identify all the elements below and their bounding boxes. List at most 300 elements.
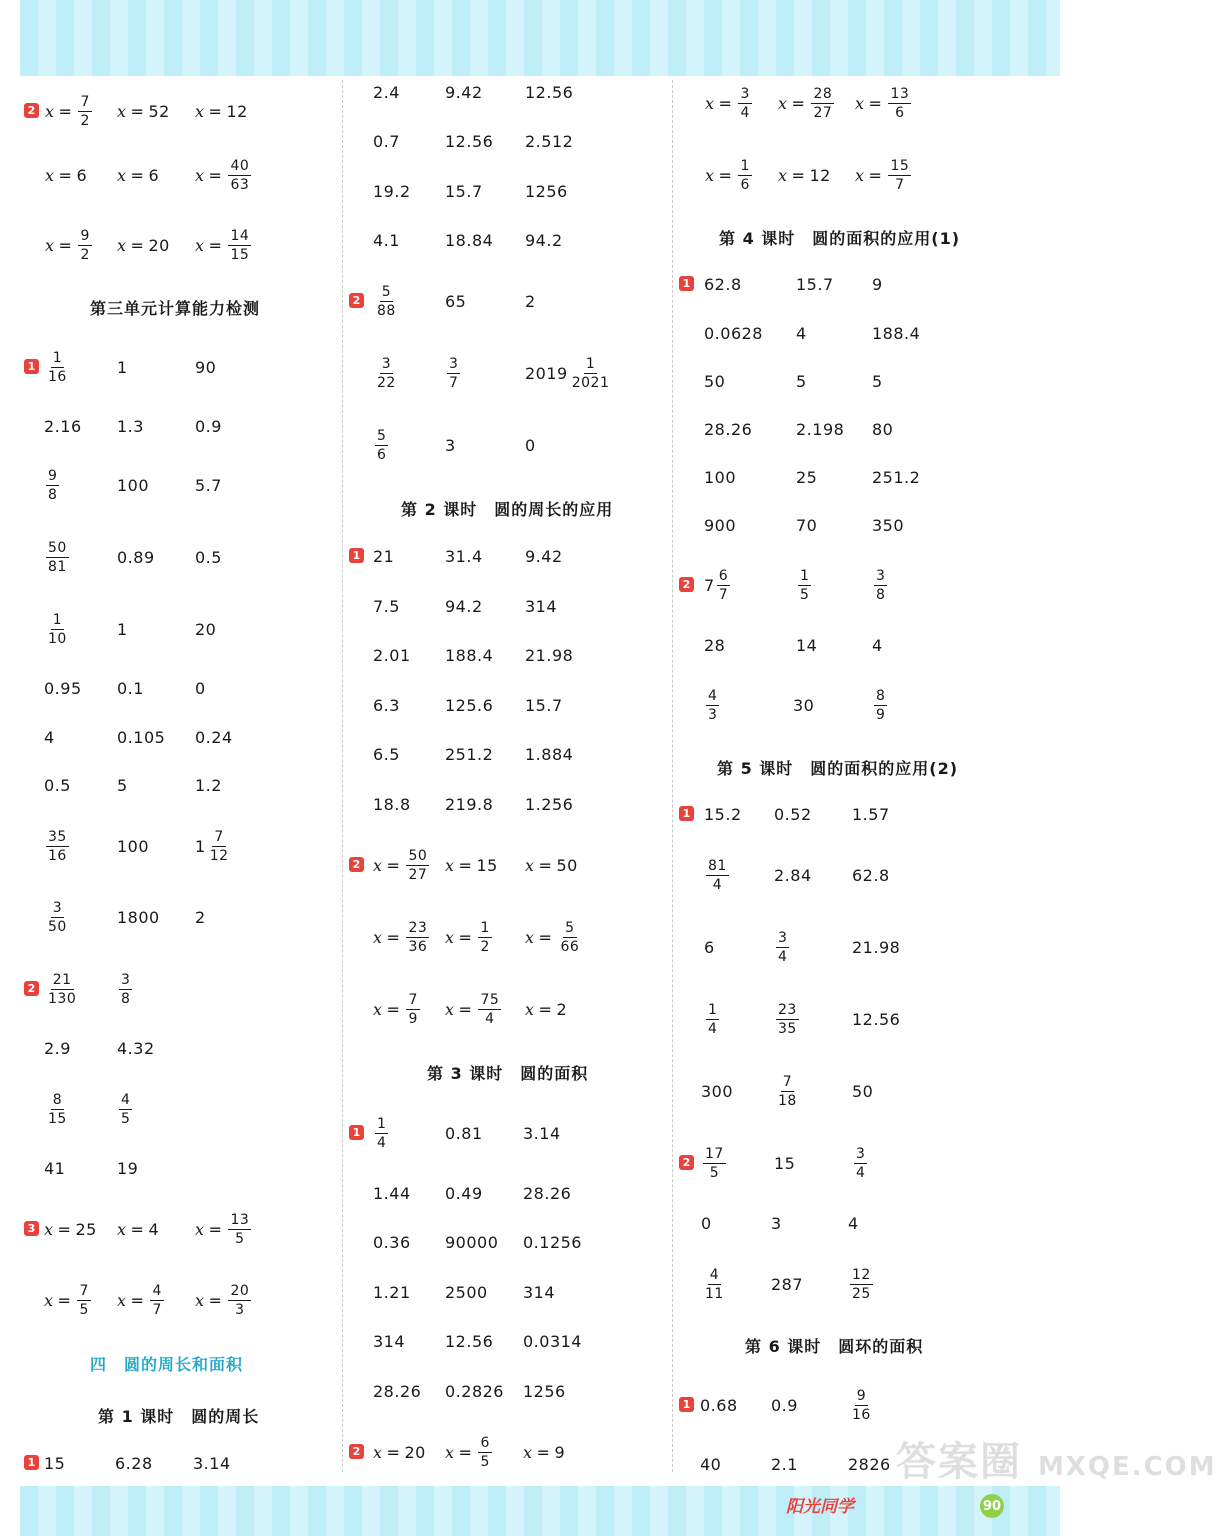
question-number-badge: 2 <box>24 103 39 118</box>
fraction-numerator: 13 <box>890 85 910 102</box>
answer-cell <box>774 1146 795 1180</box>
fraction-numerator: 1 <box>708 1001 718 1018</box>
fraction <box>776 1001 799 1038</box>
fraction-denominator: 11 <box>705 1285 724 1302</box>
answer-value: 50 <box>852 1081 874 1101</box>
answer-column-2 <box>345 78 670 1480</box>
answer-row <box>20 1038 340 1058</box>
answer-value: 0.52 <box>774 804 812 824</box>
answer-cell <box>44 1038 71 1058</box>
answer-cell <box>701 1213 712 1233</box>
variable-x: x <box>373 927 383 947</box>
answer-value: 19 <box>117 1158 139 1178</box>
answer-value: 9 <box>872 274 883 294</box>
answer-value: 4 <box>796 323 807 343</box>
answer-cell <box>195 416 222 436</box>
answer-cell <box>373 82 400 102</box>
answer-row <box>20 775 340 795</box>
answer-cell <box>44 1158 65 1178</box>
fraction-numerator: 7 <box>80 93 90 110</box>
answer-value: 14 <box>796 635 818 655</box>
answer-cell <box>704 467 736 487</box>
answer-cell <box>705 158 754 192</box>
answer-cell <box>771 1213 782 1233</box>
equals-sign: = <box>458 1442 473 1462</box>
fraction-numerator: 1 <box>377 1115 387 1132</box>
answer-value: 1256 <box>523 1381 566 1401</box>
fraction-numerator: 3 <box>740 85 750 102</box>
answer-cell <box>525 695 563 715</box>
fraction-denominator: 88 <box>377 302 396 319</box>
fraction-numerator: 9 <box>856 1387 867 1404</box>
variable-x: x <box>117 165 127 185</box>
answer-cell <box>117 775 128 795</box>
answer-cell <box>373 645 411 665</box>
answer-cell <box>704 419 752 439</box>
answer-cell <box>445 744 493 764</box>
fraction <box>375 1115 388 1152</box>
answer-cell <box>704 804 742 824</box>
fraction-denominator: 18 <box>778 1092 797 1109</box>
answer-cell <box>373 356 400 390</box>
section-heading: 第 1 课时 圆的周长 <box>98 1407 260 1426</box>
question-number-badge: 1 <box>679 1397 694 1412</box>
answer-value: 9.42 <box>525 546 563 566</box>
fraction-denominator: 7 <box>449 374 459 391</box>
answer-cell <box>855 86 913 120</box>
fraction-numerator: 50 <box>408 847 428 864</box>
answer-value: 2.198 <box>796 419 845 439</box>
answer-cell <box>445 284 466 318</box>
fraction <box>228 157 251 194</box>
fraction <box>854 1145 867 1182</box>
fraction <box>776 929 789 966</box>
answer-row <box>675 858 1035 892</box>
answer-cell <box>701 1074 733 1108</box>
answer-value: 15.7 <box>796 274 834 294</box>
fraction <box>478 991 501 1028</box>
answer-cell <box>195 1212 253 1246</box>
fraction-denominator: 15 <box>230 246 250 263</box>
fraction-numerator: 14 <box>230 227 250 244</box>
answer-row <box>20 350 340 384</box>
answer-value: 0.0314 <box>523 1331 582 1351</box>
fraction-denominator: 15 <box>48 1110 67 1127</box>
answer-cell <box>525 284 536 318</box>
fraction <box>208 828 231 865</box>
answer-value: 25 <box>796 467 818 487</box>
fraction-numerator: 75 <box>480 991 500 1008</box>
answer-value: 1 <box>117 619 128 639</box>
variable-x: x <box>45 165 55 185</box>
answer-value: 3.14 <box>523 1123 561 1143</box>
answer-value: 1.3 <box>117 416 144 436</box>
answer-cell <box>704 635 725 655</box>
fraction-denominator: 5 <box>709 1164 720 1181</box>
answer-cell <box>704 515 736 535</box>
answer-value: 5 <box>117 775 128 795</box>
answer-row <box>345 744 670 764</box>
answer-cell <box>774 858 812 892</box>
equals-sign: = <box>57 1219 72 1239</box>
unit-title: 四 圆的周长和面积 <box>90 1355 244 1374</box>
answer-cell <box>704 1002 721 1036</box>
answer-row <box>345 1331 670 1351</box>
answer-cell <box>117 1092 134 1126</box>
answer-cell <box>373 131 400 151</box>
answer-cell <box>195 775 222 795</box>
answer-row <box>345 230 670 250</box>
page-number-badge: 90 <box>980 1494 1004 1518</box>
answer-cell <box>774 1074 801 1108</box>
fraction-denominator: 2 <box>480 938 490 955</box>
answer-cell <box>778 86 836 120</box>
fraction-numerator: 4 <box>152 1282 162 1299</box>
equals-sign: = <box>386 1442 401 1462</box>
answer-value: 5 <box>872 371 883 391</box>
answer-cell <box>117 416 144 436</box>
fraction-numerator: 3 <box>52 899 63 916</box>
answer-value: 12.56 <box>525 82 574 102</box>
answer-row <box>675 1146 1035 1180</box>
answer-value: 0.0628 <box>704 323 763 343</box>
equals-sign: = <box>208 165 223 185</box>
answer-cell <box>373 428 390 462</box>
answer-cell <box>445 794 493 814</box>
answer-row <box>20 829 340 863</box>
answer-cell <box>793 688 814 722</box>
answer-value: 28 <box>704 635 726 655</box>
fraction <box>447 355 460 392</box>
fraction <box>119 971 132 1008</box>
answer-cell <box>195 158 253 192</box>
answer-cell <box>193 1453 231 1473</box>
answer-cell <box>45 228 94 262</box>
answer-cell <box>373 920 431 954</box>
fraction <box>874 567 887 604</box>
answer-cell <box>771 1388 798 1422</box>
question-number-badge: 1 <box>679 806 694 821</box>
answer-cell <box>373 794 411 814</box>
answer-row <box>675 419 1035 439</box>
answer-row <box>675 635 1035 655</box>
answer-cell <box>523 1183 571 1203</box>
fraction-denominator: 4 <box>856 1164 866 1181</box>
fraction <box>375 283 398 320</box>
answer-cell <box>373 744 400 764</box>
answer-value: 2 <box>195 907 206 927</box>
answer-value: 1.256 <box>525 794 574 814</box>
fraction-numerator: 5 <box>381 283 392 300</box>
fraction <box>119 1091 132 1128</box>
answer-cell <box>195 612 216 646</box>
answer-value: 15.2 <box>704 804 742 824</box>
answer-cell <box>525 744 573 764</box>
answer-cell <box>852 804 890 824</box>
answer-cell <box>700 1388 738 1422</box>
fraction-denominator: 25 <box>852 1285 871 1302</box>
fraction-numerator: 8 <box>876 687 886 704</box>
answer-cell <box>796 419 844 439</box>
equals-sign: = <box>130 235 145 255</box>
answer-row <box>345 848 670 882</box>
answer-value: 0.89 <box>117 547 155 567</box>
answer-value: 6.3 <box>373 695 400 715</box>
equals-sign: = <box>868 93 883 113</box>
answer-column-1 <box>20 78 340 1480</box>
bottom-decorative-band <box>20 1486 1060 1536</box>
question-number-badge: 2 <box>349 857 364 872</box>
answer-cell <box>796 323 807 343</box>
answer-row <box>345 356 670 390</box>
answer-row <box>345 1282 670 1302</box>
answer-cell <box>195 94 248 128</box>
answer-value: 19.2 <box>373 181 411 201</box>
answer-cell <box>855 158 913 192</box>
question-number-badge: 2 <box>349 1444 364 1459</box>
fraction-denominator: 36 <box>408 938 428 955</box>
answer-value: 2.512 <box>525 131 574 151</box>
fraction <box>406 847 429 884</box>
answer-cell <box>852 858 890 892</box>
answer-value: 94.2 <box>445 596 483 616</box>
fraction-numerator: 5 <box>377 427 387 444</box>
answer-value: 6 <box>148 165 160 185</box>
answer-row <box>675 1388 1035 1422</box>
equals-sign: = <box>57 1290 72 1310</box>
answer-cell <box>445 1331 493 1351</box>
answer-value: 100 <box>117 836 150 856</box>
answer-row <box>20 1092 340 1126</box>
answer-cell <box>44 972 80 1006</box>
fraction-numerator: 1 <box>52 349 63 366</box>
fraction <box>703 1145 726 1182</box>
answer-value: 314 <box>373 1331 406 1351</box>
fraction-numerator: 7 <box>408 991 418 1008</box>
fraction-denominator: 27 <box>813 104 833 121</box>
answer-cell <box>771 1267 803 1301</box>
answer-cell <box>44 416 82 436</box>
question-number-badge: 2 <box>679 577 694 592</box>
fraction-numerator: 4 <box>121 1091 131 1108</box>
answer-cell <box>523 1331 582 1351</box>
answer-cell <box>44 775 71 795</box>
answer-cell <box>852 1074 873 1108</box>
answer-cell <box>44 829 71 863</box>
variable-x: x <box>44 1219 54 1239</box>
answer-cell <box>195 900 206 934</box>
answer-value: 12 <box>226 101 248 121</box>
fraction-denominator: 5 <box>800 586 810 603</box>
answer-value: 5 <box>796 371 807 391</box>
equals-sign: = <box>130 1219 145 1239</box>
fraction <box>798 567 811 604</box>
answer-value: 41 <box>44 1158 66 1178</box>
answer-cell <box>852 1146 869 1180</box>
answer-row <box>20 228 340 262</box>
answer-cell <box>704 930 715 964</box>
answer-cell <box>848 1267 875 1301</box>
answer-value: 1.2 <box>195 775 222 795</box>
fraction-numerator: 81 <box>708 857 727 874</box>
equals-sign: = <box>538 855 553 875</box>
variable-x: x <box>195 1219 205 1239</box>
answer-value: 21 <box>373 546 395 566</box>
answer-cell <box>704 371 725 391</box>
answer-cell <box>117 540 155 574</box>
answer-cell <box>117 94 170 128</box>
variable-x: x <box>445 1442 455 1462</box>
fraction-numerator: 3 <box>121 971 131 988</box>
variable-x: x <box>445 855 455 875</box>
fraction-numerator: 1 <box>52 611 63 628</box>
answer-value: 15.7 <box>525 695 563 715</box>
answer-cell <box>701 1146 728 1180</box>
answer-cell <box>872 419 893 439</box>
fraction <box>46 611 69 648</box>
answer-value: 20 <box>195 619 217 639</box>
answer-cell <box>373 1381 421 1401</box>
answer-row <box>675 688 1035 722</box>
answer-row <box>345 131 670 151</box>
answer-cell <box>778 158 831 192</box>
answer-cell <box>704 323 763 343</box>
answer-cell <box>445 1232 498 1252</box>
answer-value: 1 <box>195 836 206 856</box>
answer-cell <box>373 1282 411 1302</box>
fraction-denominator: 130 <box>48 990 77 1007</box>
answer-cell <box>872 515 904 535</box>
answer-cell <box>117 158 159 192</box>
variable-x: x <box>373 855 383 875</box>
fraction-denominator: 50 <box>48 918 67 935</box>
fraction-denominator: 2 <box>80 246 90 263</box>
variable-x: x <box>373 1442 383 1462</box>
answer-value: 0 <box>195 678 206 698</box>
answer-cell <box>525 596 557 616</box>
answer-value: 7 <box>704 575 715 595</box>
answer-cell <box>774 930 791 964</box>
section-heading: 第 5 课时 圆的面积的应用(2) <box>717 759 959 778</box>
answer-cell <box>44 468 61 502</box>
fraction-denominator: 5 <box>79 1301 89 1318</box>
answer-cell <box>704 858 731 892</box>
answer-cell <box>115 1453 153 1473</box>
answer-cell <box>525 794 573 814</box>
variable-x: x <box>855 93 865 113</box>
fraction-denominator: 8 <box>121 990 131 1007</box>
answer-cell <box>117 972 134 1006</box>
answer-cell <box>44 1453 65 1473</box>
variable-x: x <box>117 1290 127 1310</box>
answer-cell <box>117 228 170 262</box>
answer-cell <box>445 1282 488 1302</box>
equals-sign: = <box>208 235 223 255</box>
answer-value: 2 <box>525 291 536 311</box>
fraction <box>228 1282 251 1319</box>
fraction-denominator: 22 <box>377 374 396 391</box>
equals-sign: = <box>718 93 733 113</box>
question-number-badge: 2 <box>349 293 364 308</box>
fraction-denominator: 4 <box>485 1010 495 1027</box>
answer-cell <box>44 1283 93 1317</box>
answer-value: 4 <box>44 727 55 747</box>
answer-value: 0.5 <box>195 547 222 567</box>
answer-row <box>675 515 1035 535</box>
answer-value: 90000 <box>445 1232 499 1252</box>
fraction-denominator: 5 <box>121 1110 131 1127</box>
answer-value: 2019 <box>525 363 568 383</box>
answer-cell <box>704 274 742 294</box>
fraction-numerator: 3 <box>856 1145 866 1162</box>
fraction-denominator: 27 <box>408 866 428 883</box>
equals-sign: = <box>58 101 73 121</box>
answer-value: 2.01 <box>373 645 411 665</box>
question-number-badge: 1 <box>349 548 364 563</box>
fraction <box>706 1001 719 1038</box>
fraction-numerator: 1 <box>800 567 810 584</box>
answer-value: 9.42 <box>445 82 483 102</box>
variable-x: x <box>117 101 127 121</box>
equals-sign: = <box>386 855 401 875</box>
answer-cell <box>373 1232 411 1252</box>
answer-cell <box>445 848 498 882</box>
answer-value: 28.26 <box>373 1381 422 1401</box>
answer-value: 1.44 <box>373 1183 411 1203</box>
fraction <box>78 227 91 264</box>
answer-row <box>345 546 670 566</box>
fraction-numerator: 23 <box>408 919 428 936</box>
answer-cell <box>195 468 222 502</box>
answer-cell <box>872 467 920 487</box>
answer-cell <box>523 1282 555 1302</box>
fraction-numerator: 1 <box>740 157 750 174</box>
answer-row <box>345 181 670 201</box>
answer-cell <box>701 1267 728 1301</box>
answer-row <box>675 1074 1035 1108</box>
answer-value: 94.2 <box>525 230 563 250</box>
fraction <box>558 919 581 956</box>
fraction-numerator: 21 <box>52 971 72 988</box>
variable-x: x <box>525 855 535 875</box>
answer-cell <box>445 356 462 390</box>
answer-cell <box>848 1454 891 1474</box>
fraction <box>228 1211 251 1248</box>
answer-cell <box>445 992 503 1026</box>
variable-x: x <box>778 93 788 113</box>
answer-value: 50 <box>556 855 578 875</box>
answer-value: 0.36 <box>373 1232 411 1252</box>
fraction-denominator: 7 <box>718 586 729 603</box>
fraction-numerator: 7 <box>782 1073 793 1090</box>
answer-value: 4 <box>148 1219 160 1239</box>
answer-value: 12 <box>809 165 831 185</box>
answer-cell <box>373 230 400 250</box>
answer-cell <box>195 829 233 863</box>
equals-sign: = <box>208 101 223 121</box>
answer-cell <box>852 930 900 964</box>
answer-value: 6.5 <box>373 744 400 764</box>
answer-column-3 <box>675 78 1035 1480</box>
answer-row <box>345 1232 670 1252</box>
answer-cell <box>44 1212 97 1246</box>
answer-cell <box>44 1092 71 1126</box>
fraction-numerator: 23 <box>778 1001 797 1018</box>
equals-sign: = <box>791 93 806 113</box>
fraction-denominator: 6 <box>740 176 750 193</box>
fraction <box>46 828 69 865</box>
equals-sign: = <box>538 927 553 947</box>
